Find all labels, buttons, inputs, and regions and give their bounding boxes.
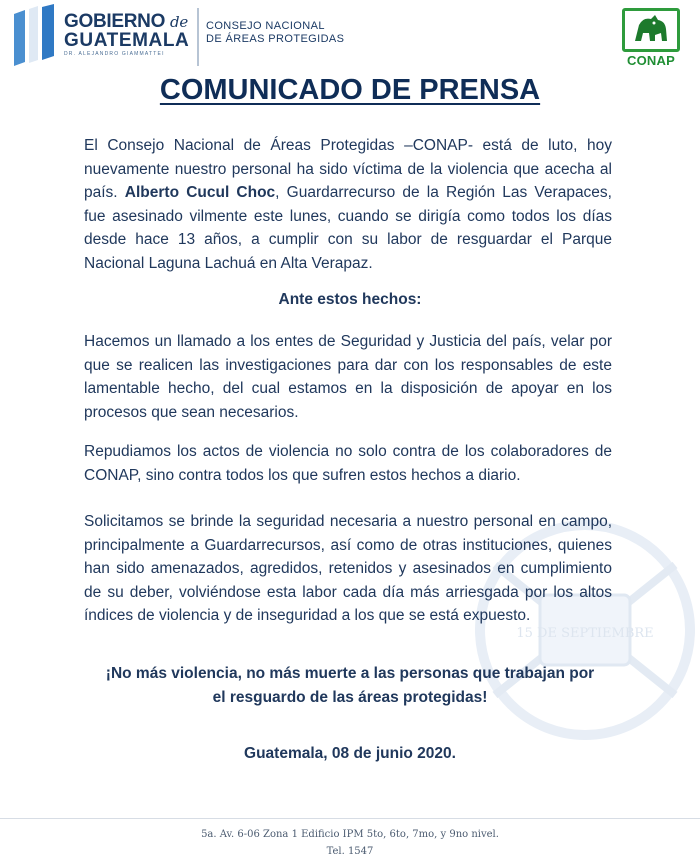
conap-logo: CONAP [619,8,683,68]
page-title: COMUNICADO DE PRENSA [159,74,541,106]
letterhead [0,0,700,80]
dateline: Guatemala, 08 de junio 2020. [244,745,456,762]
footer-divider [0,818,700,819]
victim-name: Alberto Cucul Choc [124,184,276,201]
jaguar-emblem-icon [625,11,677,49]
footer-address: 5a. Av. 6-06 Zona 1 Edificio IPM 5to, 6to, 7mo, y 9no nivel. Tel. 1547 [201,829,499,857]
government-wordmark: GOBIERNO de GUATEMALA DR. ALEJANDRO GIAMMATTEI [64,11,190,57]
paragraph-intro: El Consejo Nacional de Áreas Protegidas –CONAP- está de luto, hoy nuevamente nuestro personal ha sido víctima de la violencia que acecha al país. Alberto Cucul Choc, Guardarrecurso de la Región Las Verapaces, fue asesinado vilmente este lunes, cuando se dirigía como todos los días desde hace 13 años, a cumplir con su labor de resguardar el Parque Nacional Laguna Lachuá en Alta Verapaz. [84,137,612,272]
council-name: CONSEJO NACIONAL DE ÁREAS PROTEGIDAS [206,20,345,45]
paragraph-request: Solicitamos se brinde la seguridad necesaria a nuestro personal en campo, principalmente a Guardarrecursos, así como de otras instituciones, quienes han sido amenazados, agredidos, retenidos y asesinados en cumplimiento de su deber, volviéndose esta labor cada día más arriesgada por los altos índices de violencia y de inseguridad a los que se está expuesto. [84,513,612,624]
closing-statement: ¡No más violencia, no más muerte a las personas que trabajan por el resguardo de las áreas protegidas! [105,665,595,706]
paragraph-repudiation: Repudiamos los actos de violencia no solo contra de los colaboradores de CONAP, sino contra todos los que sufren estos hechos a diario. [84,443,612,484]
header-divider [197,8,199,66]
section-heading: Ante estos hechos: [278,291,422,308]
svg-text:15 DE SEPTIEMBRE: 15 DE SEPTIEMBRE [516,626,654,641]
guatemala-flag-logo-icon [12,4,56,70]
paragraph-call: Hacemos un llamado a los entes de Seguridad y Justicia del país, velar por que se realicen las investigaciones para dar con los responsables de este lamentable hecho, del cual estamos en la disposición de apoyar en los procesos que sean necesarios. [84,333,612,421]
